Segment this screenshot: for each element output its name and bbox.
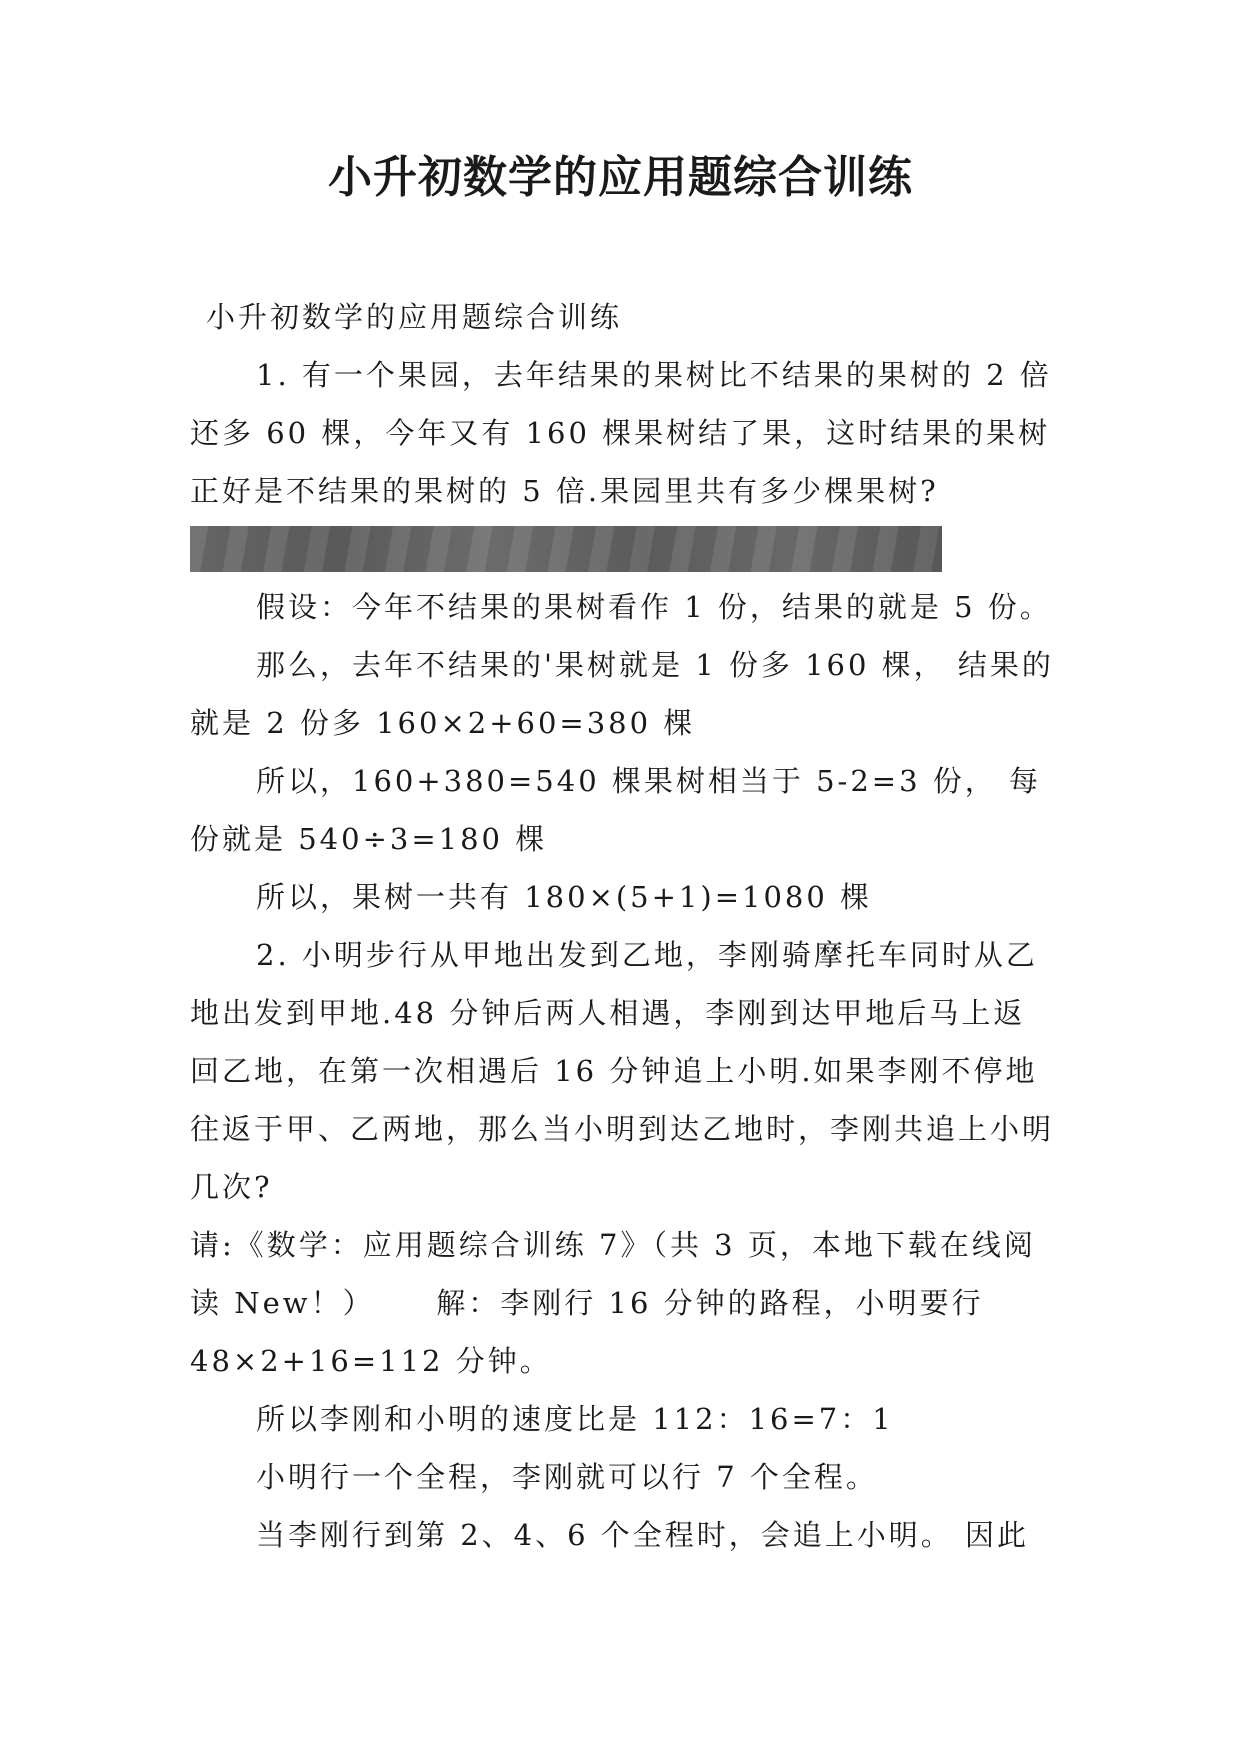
solution-1-step-1: 假设：今年不结果的果树看作 1 份，结果的就是 5 份。 xyxy=(256,590,1052,624)
problem-1: 1. 有一个果园，去年结果的果树比不结果的果树的 2 倍还多 60 棵，今年又有 160 棵果树结了果，这时结果的果树正好是不结果的果树的 5 倍.果园里共有多少棵果树? xyxy=(190,358,1052,508)
problem-2: 2. 小明步行从甲地出发到乙地，李刚骑摩托车同时从乙地出发到甲地.48 分钟后两人相遇，李刚到达甲地后马上返回乙地，在第一次相遇后 16 分钟追上小明.如果李刚不停地往返于甲、乙两地，那么当小明到达乙地时，李刚共追上小明几次? xyxy=(190,938,1055,1204)
solution-2-intro: 请:《数学：应用题综合训练 7》（共 3 页，本地下载在线阅读 New！） 解：李刚行 16 分钟的路程，小明要行 48×2+16=112 分钟。 xyxy=(190,1228,1036,1378)
redacted-image xyxy=(190,526,942,572)
solution-2-step-3: 当李刚行到第 2、4、6 个全程时，会追上小明。 因此 xyxy=(256,1518,1030,1552)
solution-1-step-2: 那么，去年不结果的'果树就是 1 份多 160 棵， 结果的就是 2 份多 160×2+60=380 棵 xyxy=(190,648,1054,740)
subtitle-line: 小升初数学的应用题综合训练 xyxy=(206,300,623,334)
solution-2-step-2: 小明行一个全程，李刚就可以行 7 个全程。 xyxy=(256,1460,878,1494)
document-title: 小升初数学的应用题综合训练 xyxy=(328,152,913,203)
solution-1-step-3: 所以，160+380=540 棵果树相当于 5-2=3 份， 每份就是 540÷3=180 棵 xyxy=(190,764,1041,856)
solution-2-step-1: 所以李刚和小明的速度比是 112：16=7：1 xyxy=(256,1402,894,1436)
solution-1-step-4: 所以，果树一共有 180×(5+1)=1080 棵 xyxy=(256,880,873,914)
document-body xyxy=(190,288,1055,1564)
